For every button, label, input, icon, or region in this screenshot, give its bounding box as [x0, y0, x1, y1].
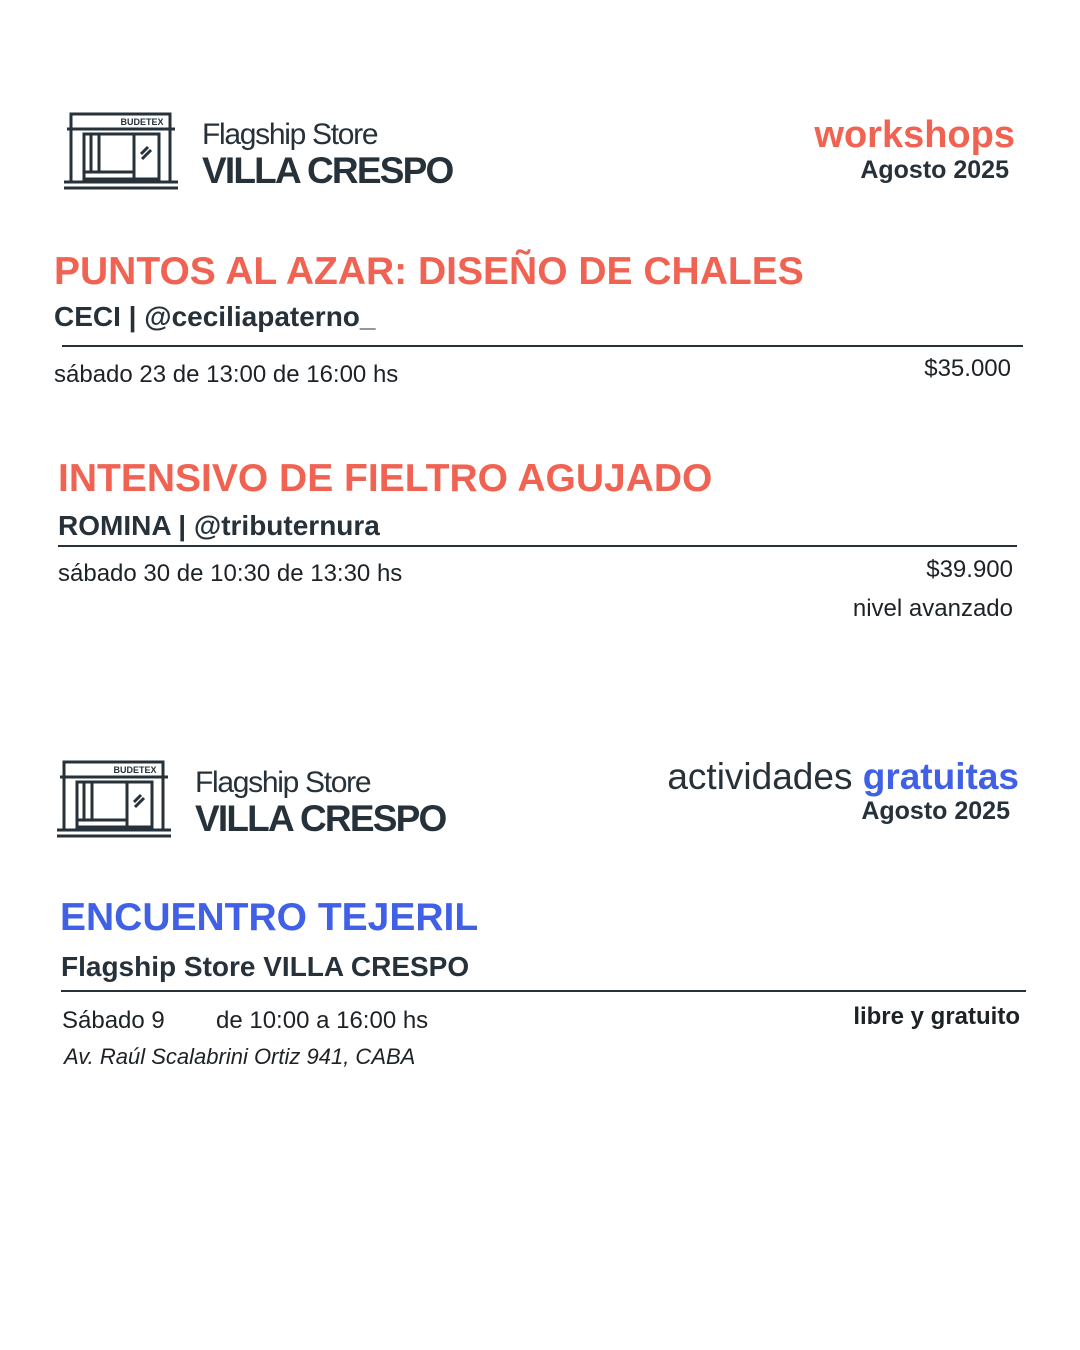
logo-line2-2: VILLA CRESPO: [195, 798, 446, 839]
workshop-1-divider: [62, 345, 1023, 347]
storefront-icon: [62, 112, 180, 192]
event-time: de 10:00 a 16:00 hs: [216, 1007, 429, 1034]
storefront-icon: [55, 760, 173, 840]
logo-line2: VILLA CRESPO: [202, 150, 453, 191]
free-header: [667, 758, 1019, 824]
event-day: Sábado 9: [62, 1007, 165, 1034]
store-logo-2: [55, 760, 173, 845]
workshop-2-title: INTENSIVO DE FIELTRO AGUJADO: [58, 457, 713, 500]
workshop-2-level: nivel avanzado: [852, 595, 1013, 622]
workshop-2-schedule: sábado 30 de 10:30 de 13:30 hs: [58, 560, 403, 587]
store-logo: [62, 112, 180, 197]
workshops-header: [814, 116, 1015, 183]
free-heading-plain: actividades: [667, 756, 853, 797]
free-month: Agosto 2025: [861, 797, 1010, 825]
workshop-2-divider: [58, 545, 1017, 547]
logo-sign: BUDETEX: [120, 117, 164, 127]
workshop-1-teacher: CECI | @ceciliapaterno_: [54, 301, 376, 332]
event-title: ENCUENTRO TEJERIL: [60, 896, 479, 939]
logo-text: [202, 120, 452, 189]
workshop-2-teacher: ROMINA | @tributernura: [58, 510, 380, 541]
event-address: Av. Raúl Scalabrini Ortiz 941, CABA: [64, 1044, 416, 1069]
event-divider: [61, 990, 1026, 992]
workshop-1-price: $35.000: [924, 355, 1011, 382]
logo-sign-2: BUDETEX: [113, 765, 157, 775]
workshop-1-title: PUNTOS AL AZAR: DISEÑO DE CHALES: [54, 250, 804, 293]
workshop-2-price: $39.900: [926, 556, 1013, 583]
logo-line1: Flagship Store: [202, 118, 378, 151]
free-heading-accent: gratuitas: [862, 756, 1019, 797]
event-price: libre y gratuito: [853, 1003, 1020, 1030]
event-host: Flagship Store VILLA CRESPO: [61, 951, 470, 982]
free-heading: [667, 758, 1019, 795]
workshops-heading: workshops: [814, 114, 1015, 156]
workshop-1-schedule: sábado 23 de 13:00 de 16:00 hs: [54, 361, 399, 388]
logo-line1-2: Flagship Store: [195, 766, 371, 799]
logo-text-2: [195, 768, 445, 837]
workshops-month: Agosto 2025: [860, 156, 1009, 184]
